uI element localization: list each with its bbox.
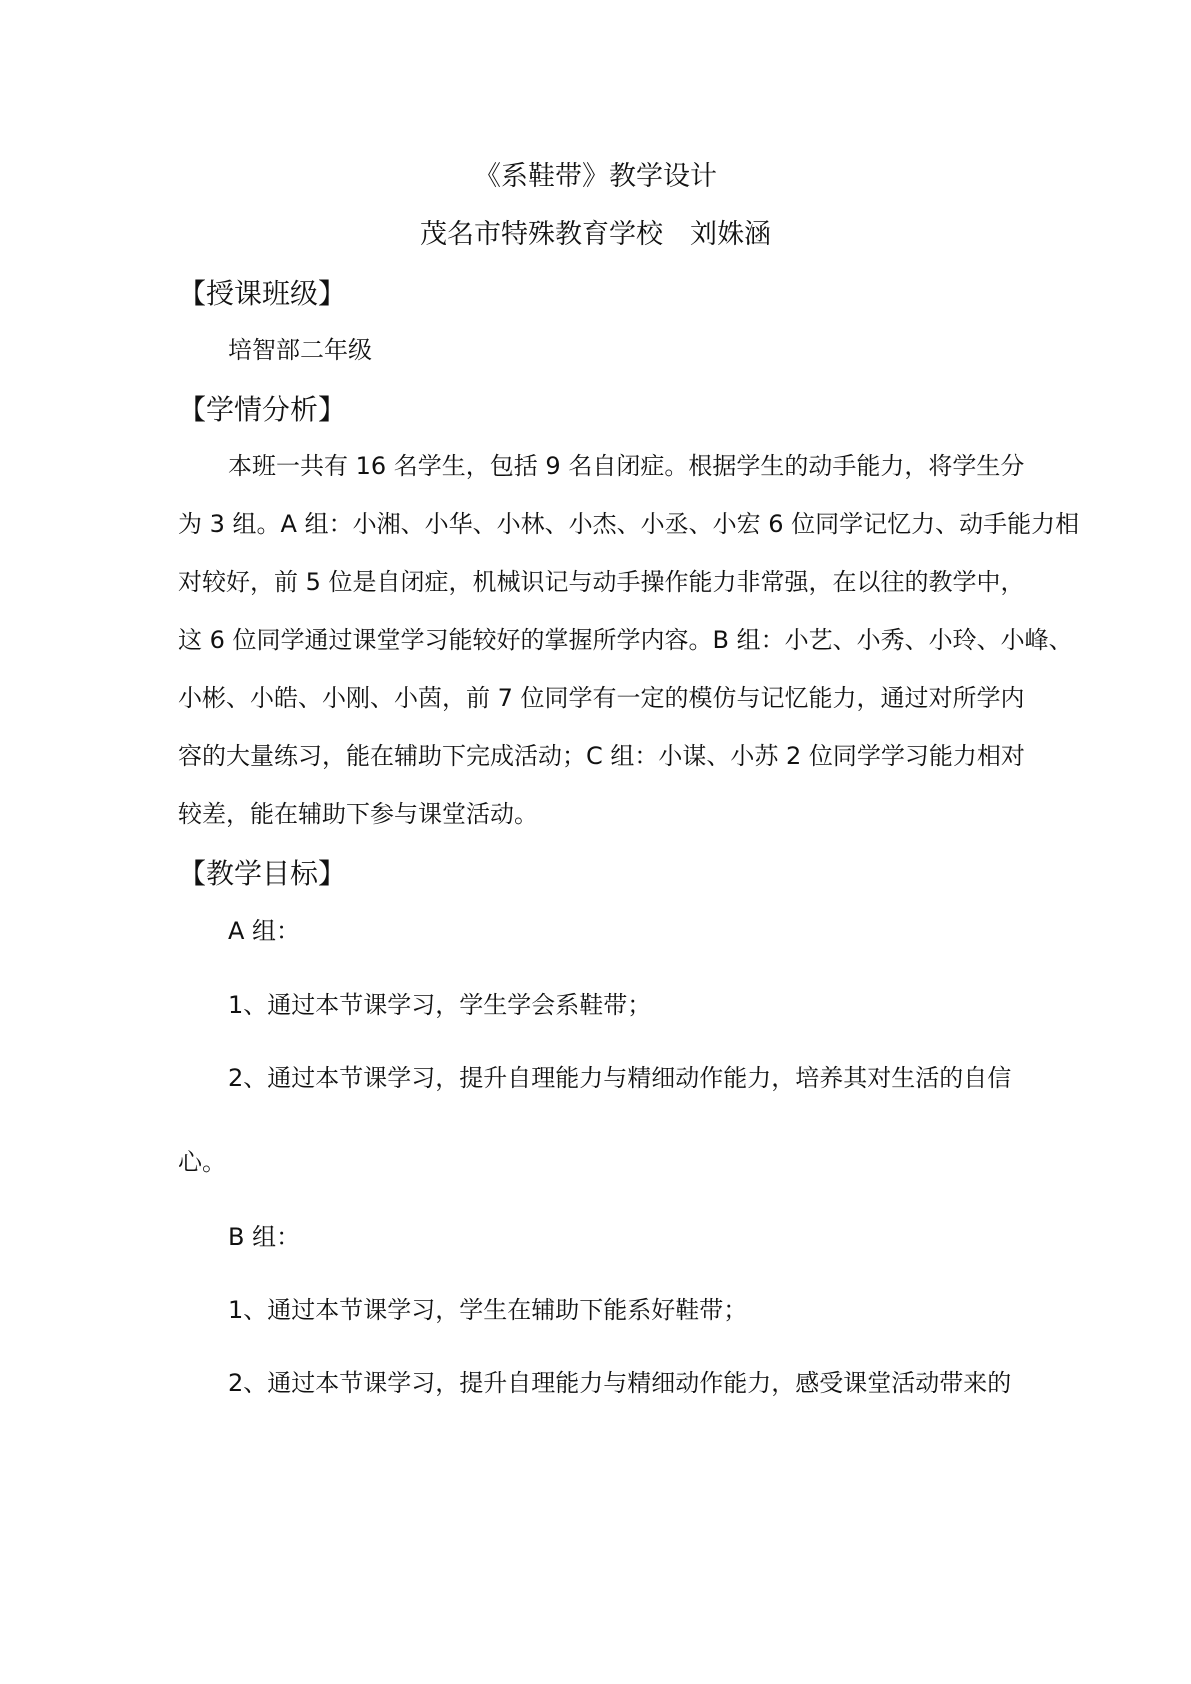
group-b-label: B 组： (228, 1223, 301, 1251)
group-a-item: 1、通过本节课学习，学生学会系鞋带； (228, 991, 652, 1019)
group-a-item: 2、通过本节课学习，提升自理能力与精细动作能力，培养其对生活的自信 (228, 1064, 1012, 1092)
analysis-line: 较差，能在辅助下参与课堂活动。 (178, 800, 538, 828)
group-b-item: 2、通过本节课学习，提升自理能力与精细动作能力，感受课堂活动带来的 (228, 1369, 1012, 1397)
document-title: 《系鞋带》教学设计 (474, 161, 717, 192)
goals-heading: 【教学目标】 (178, 857, 347, 890)
analysis-heading: 【学情分析】 (178, 393, 347, 426)
analysis-line: 小彬、小皓、小刚、小茵，前 7 位同学有一定的模仿与记忆能力，通过对所学内 (178, 684, 1025, 712)
group-a-label: A 组： (228, 917, 301, 945)
class-heading: 【授课班级】 (178, 277, 347, 310)
analysis-line: 容的大量练习，能在辅助下完成活动；C 组：小谋、小苏 2 位同学学习能力相对 (178, 742, 1025, 770)
analysis-line: 为 3 组。A 组：小湘、小华、小林、小杰、小丞、小宏 6 位同学记忆力、动手能力相 (178, 510, 1080, 538)
author-line: 茂名市特殊教育学校 刘姝涵 (420, 219, 771, 250)
analysis-line: 对较好，前 5 位是自闭症，机械识记与动手操作能力非常强，在以往的教学中， (178, 568, 1025, 596)
group-a-item-continuation: 心。 (178, 1148, 226, 1176)
class-text: 培智部二年级 (228, 336, 372, 364)
analysis-line: 本班一共有 16 名学生，包括 9 名自闭症。根据学生的动手能力，将学生分 (228, 452, 1025, 480)
analysis-line: 这 6 位同学通过课堂学习能较好的掌握所学内容。B 组：小艺、小秀、小玲、小峰、 (178, 626, 1073, 654)
group-b-item: 1、通过本节课学习，学生在辅助下能系好鞋带； (228, 1296, 748, 1324)
